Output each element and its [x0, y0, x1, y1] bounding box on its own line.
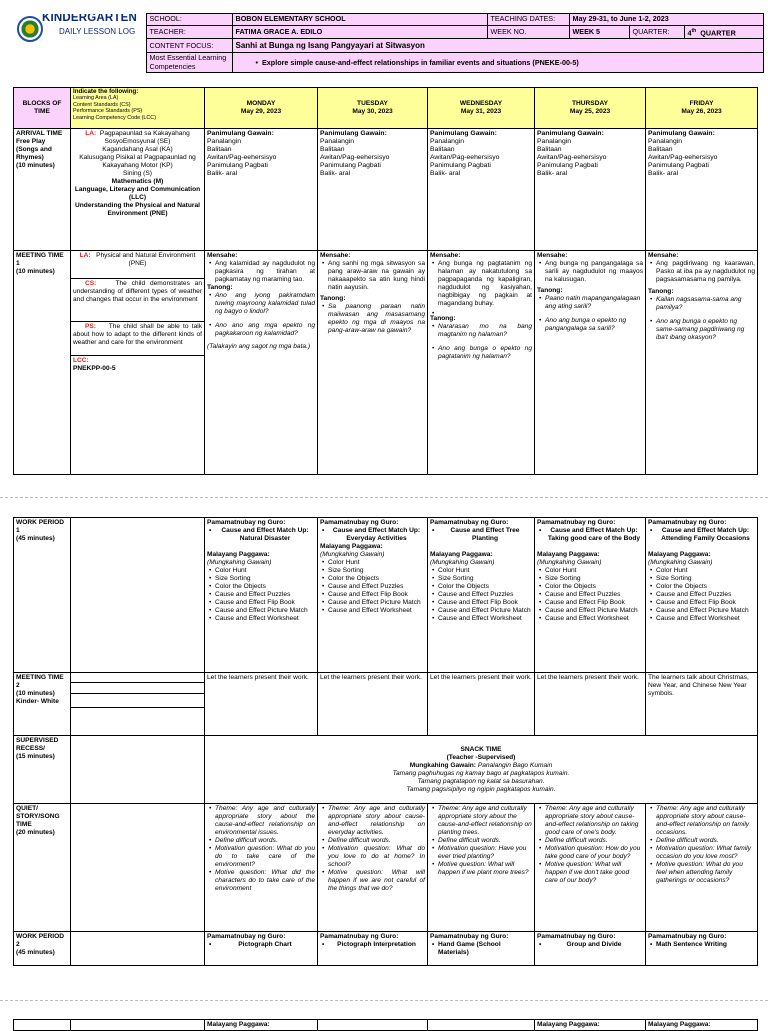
week-value: WEEK 5	[569, 25, 629, 39]
quarter-value: 4th QUARTER	[684, 25, 763, 39]
quiet-thursday: • Theme: Any age and culturally appropriate story about cause-and-effect relationship on taking good care of one's body. • Define difficult words. • Motivation question: How do you take good care of your body? • Motive question: What will happen if we don't take good care of our body?	[535, 804, 646, 932]
meeting2-tuesday: Let the learners present their work.	[318, 673, 428, 736]
document-subtitle: DAILY LESSON LOG	[59, 26, 136, 36]
work2-friday: Pamamatnubay ng Guro: • Math Sentence Writing	[646, 932, 758, 966]
content-focus-value: Sanhi at Bunga ng Isang Pangyayari at Sitwasyon	[232, 39, 763, 53]
meeting1-wednesday: Mensahe: • Ang bunga ng pagtatanim ng halaman ay nakatutulong sa pagpapaganda ng kapaligiran, nagdudulot ng kasiyahan, nagbibigay ng pagkain at magandang buhay. Tanong: • Nararasan mo na bang magtanim ng halaman? • Ano ang bunga o epekto ng pagtatanim ng halaman?	[428, 251, 535, 475]
quiet-wednesday: • Theme: Any age and culturally appropriate story about the cause-and-effect relationship on planting trees. • Define difficult words. • Motivation question: Have you ever tried planting? • Motive question: What will happen if we plant more trees?	[428, 804, 535, 932]
block-quiet-story-time: QUIET/ STORY/SONG TIME (20 minutes)	[14, 804, 71, 932]
work1-wednesday: Pamamatnubay ng Guro: • Cause and Effect Tree Planting Malayang Paggawa: (Mungkahing Gawain) • Color Hunt • Size Sorting • Color the Objects • Cause and Effect Puzzles • Cause and Effect Flip Book • Cause and Effect Picture Match • Cause and Effect Worksheet	[428, 518, 535, 673]
melc-value: • Explore simple cause-and-effect relationships in familiar events and situations (PNEKE-00-5)	[232, 53, 763, 73]
page3-standards	[71, 1020, 205, 1031]
melc-label: Most Essential Learning Competencies	[146, 53, 232, 73]
meeting2-thursday: Let the learners present their work.	[535, 673, 646, 736]
blocks-of-time-header: BLOCKS OF TIME	[14, 88, 71, 129]
arrival-friday: Panimulang Gawain: Panalangin Balitaan Awitan/Pag-eehersisyo Panimulang Pagbati Balik- aral	[646, 129, 758, 251]
day-header-thursday: THURSDAY May 25, 2023	[535, 88, 646, 129]
page3-friday: Malayang Paggawa:	[646, 1020, 758, 1031]
meeting2-wednesday: Let the learners present their work.	[428, 673, 535, 736]
teaching-dates-value: May 29-31, to June 1-2, 2023	[569, 14, 763, 26]
school-label: SCHOOL:	[146, 14, 232, 26]
logo-cell	[14, 14, 146, 53]
meeting1-standards: LA: Physical and Natural Environment (PNE) CS: The child demonstrates an understanding of different types of weather and changes that occur in the environment PS: The child shall be able to talk about how to adapt to the different kinds of weather and care for the environment LCC: PNEKPP-00-5	[71, 251, 205, 475]
day-header-monday: MONDAY May 29, 2023	[205, 88, 318, 129]
page3-block	[14, 1020, 71, 1031]
work2-thursday: Pamamatnubay ng Guro: • Group and Divide	[535, 932, 646, 966]
meeting2-monday: Let the learners present their work.	[205, 673, 318, 736]
day-header-tuesday: TUESDAY May 30, 2023	[318, 88, 428, 129]
teacher-value: FATIMA GRACE A. EDILO	[232, 25, 487, 39]
block-work-period-1: WORK PERIOD 1 (45 minutes)	[14, 518, 71, 673]
recess-snack-time: SNACK TIME (Teacher -Supervised) Mungkahing Gawain: Panalangin Bago Kumain Tamang paghuhugas ng kamay bago at pagkatapos kumain. Tamang pagtatapon ng kalat sa basurahan. Tamang pagsisipilyo ng ngipin pagkatapos kumain.	[205, 736, 758, 804]
work2-tuesday: Pamamatnubay ng Guro: • Pictograph Interpretation	[318, 932, 428, 966]
page3-wednesday	[428, 1020, 535, 1031]
block-meeting-time-1: MEETING TIME 1 (10 minutes)	[14, 251, 71, 475]
lesson-table-page-2	[13, 517, 758, 966]
meeting2-standards	[71, 673, 205, 736]
block-supervised-recess: SUPERVISED RECESS/ (15 minutes)	[14, 736, 71, 804]
school-value: BOBON ELEMENTARY SCHOOL	[232, 14, 487, 26]
work1-tuesday: Pamamatnubay ng Guro: • Cause and Effect Match Up: Everyday Activities Malayang Paggawa: (Mungkahing Gawain) • Color Hunt • Size Sorting • Color the Objects • Cause and Effect Puzzles • Cause and Effect Flip Book • Cause and Effect Picture Match • Cause and Effect Worksheet	[318, 518, 428, 673]
work2-monday: Pamamatnubay ng Guro: • Pictograph Chart	[205, 932, 318, 966]
page-break-2	[0, 1000, 768, 1001]
page3-tuesday	[318, 1020, 428, 1031]
indicate-header: Indicate the following: Learning Area (LA) Content Standards (CS) Performance Standards (PS) Learning Competency Code (LCC)	[71, 88, 205, 129]
recess-standards	[71, 736, 205, 804]
work1-monday: Pamamatnubay ng Guro: • Cause and Effect Match Up: Natural Disaster Malayang Paggawa: (Mungkahing Gawain) • Color Hunt • Size Sorting • Color the Objects • Cause and Effect Puzzles • Cause and Effect Flip Book • Cause and Effect Picture Match • Cause and Effect Worksheet	[205, 518, 318, 673]
arrival-monday: Panimulang Gawain: Panalangin Balitaan Awitan/Pag-eehersisyo Panimulang Pagbati Balik- aral	[205, 129, 318, 251]
header-table	[14, 13, 764, 73]
block-meeting-time-2: MEETING TIME 2 (10 minutes) Kinder- White	[14, 673, 71, 736]
content-focus-label: CONTENT FOCUS:	[146, 39, 232, 53]
meeting1-monday: Mensahe: • Ang kalamidad ay nagdudulot ng pagkasira ng tirahan at pagkamatay ng maraming tao. Tanong: • Ano ang iyong pakiramdam tuwing mayroong kalamidad tulad ng bagyo o lindol? • Ano ano ang mga epekto ng pagkakaroon ng kalamidad? (Talakayin ang sagot ng mga bata.)	[205, 251, 318, 475]
teacher-label: TEACHER:	[146, 25, 232, 39]
quarter-label: QUARTER:	[629, 25, 684, 39]
deped-seal-icon	[17, 16, 43, 42]
quiet-standards	[71, 804, 205, 932]
work1-thursday: Pamamatnubay ng Guro: • Cause and Effect Match Up: Taking good care of the Body Malayang Paggawa: (Mungkahing Gawain) • Color Hunt • Size Sorting • Color the Objects • Cause and Effect Puzzles • Cause and Effect Flip Book • Cause and Effect Picture Match • Cause and Effect Worksheet	[535, 518, 646, 673]
week-no-label: WEEK NO.	[487, 25, 569, 39]
meeting1-friday: Mensahe: • Ang pagdiriwang ng kaarawan, Pasko at iba pa ay nagdudulot ng pagsasamasama ng pamilya. Tanong: • Kailan nagsasama-sama ang pamilya? • Ano ang bunga o epekto ng same-samang pagdiriwang ng iba't ibang okasyon?	[646, 251, 758, 475]
quiet-monday: • Theme: Any age and culturally appropriate story about the cause-and-effect relationship on environmental issues. • Define difficult words. • Motivation question: What do you do to take care of the environment? • Motive question: What did the characters do to take care of the environment	[205, 804, 318, 932]
work2-standards	[71, 932, 205, 966]
page3-thursday: Malayang Paggawa:	[535, 1020, 646, 1031]
quiet-friday: • Theme: Any age and culturally appropriate story about cause-and-effect relationship on family occasions. • Define difficult words. • Motivation question: What family occasion do you love most? • Motive question: What do you feel when attending family gatherings or occasions?	[646, 804, 758, 932]
block-work-period-2: WORK PERIOD 2 (45 minutes)	[14, 932, 71, 966]
meeting1-tuesday: Mensahe: • Ang sanhi ng mga sitwasyon sa pang araw-araw na gawain ay nakaaapekto sa atin kung hindi natin aayusin. Tanong: • Sa paanong paraan natin maiiwasan ang masasamang epekto ng mga di maayos na pang-araw-araw na gawain?	[318, 251, 428, 475]
arrival-tuesday: Panimulang Gawain: Panalangin Balitaan Awitan/Pag-eehersisyo Panimulang Pagbati Balik- aral	[318, 129, 428, 251]
work1-friday: Pamamatnubay ng Guro: • Cause and Effect Match Up: Attending Family Occasions Malayang Paggawa: (Mungkahing Gawain) • Color Hunt • Size Sorting • Color the Objects • Cause and Effect Puzzles • Cause and Effect Flip Book • Cause and Effect Picture Match • Cause and Effect Worksheet	[646, 518, 758, 673]
day-header-friday: FRIDAY May 26, 2023	[646, 88, 758, 129]
quiet-tuesday: • Theme: Any age and culturally appropriate story about cause-and-effect relationship on everyday activities. • Define difficult words. • Motivation question: What do you love to do at home? In school? • Motive question: What will happen if we are not careful of the things that we do?	[318, 804, 428, 932]
block-arrival-time: ARRIVAL TIME Free Play (Songs and Rhymes) (10 minutes)	[14, 129, 71, 251]
lesson-table-page-3	[13, 1019, 758, 1031]
teaching-dates-label: TEACHING DATES:	[487, 14, 569, 26]
page-break	[0, 497, 768, 498]
arrival-thursday: Panimulang Gawain: Panalangin Balitaan Awitan/Pag-eehersisyo Panimulang Pagbati Balik- aral	[535, 129, 646, 251]
work1-standards	[71, 518, 205, 673]
arrival-wednesday: Panimulang Gawain: Panalangin Balitaan Awitan/Pag-eehersisyo Panimulang Pagbati Balik- aral	[428, 129, 535, 251]
meeting1-thursday: Mensahe: • Ang bunga ng pangangalaga sa sarili ay nagdudulot ng maayos na kalusugan. Tanong: • Paano natin mapangangalagaan ang ating sarili? • Ano ang bunga o epekto ng pangangalaga sa sarili?	[535, 251, 646, 475]
meeting2-friday: The learners talk about Christmas, New Year, and Chinese New Year symbols.	[646, 673, 758, 736]
lesson-table-page-1	[13, 87, 758, 475]
work2-wednesday: Pamamatnubay ng Guro: • Hand Game (School Materials)	[428, 932, 535, 966]
arrival-learning-area: LA: Pagpapaunlad sa Kakayahang SosyoEmosyunal (SE) Kagandahang Asal (KA) Kalusugang Pisikal at Pagpapaunlad ng Kakayahang Motor (KP) Sining (S) Mathematics (M) Language, Literacy and Communication (LLC) Understanding the Physical and Natural Environment (PNE)	[71, 129, 205, 251]
document-title: KINDERGARTEN	[42, 13, 138, 24]
day-header-wednesday: WEDNESDAY May 31, 2023	[428, 88, 535, 129]
page3-monday: Malayang Paggawa:	[205, 1020, 318, 1031]
